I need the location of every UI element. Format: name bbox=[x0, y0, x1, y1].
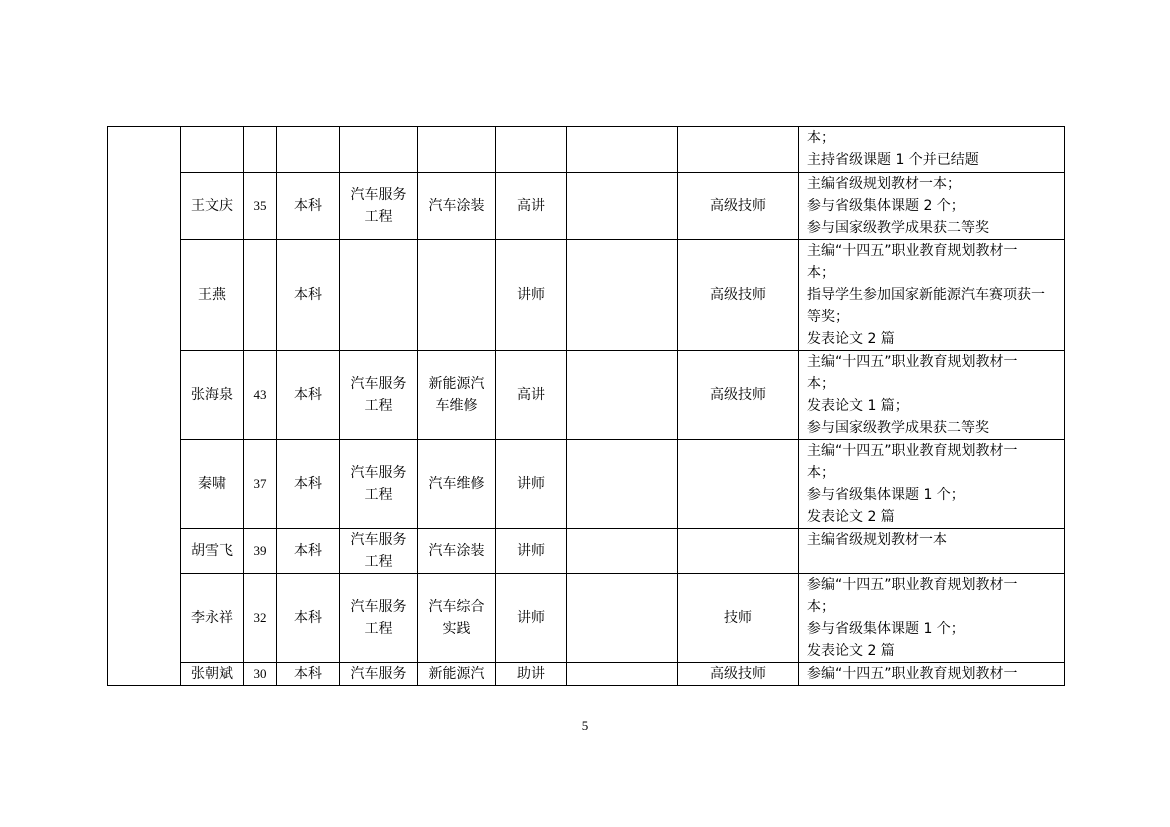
table-row bbox=[108, 440, 1065, 529]
degree-cell: 本科 bbox=[277, 240, 340, 351]
other-cell bbox=[567, 440, 678, 529]
achievement-line: 本； bbox=[807, 130, 835, 146]
teacher-name-cell: 秦啸 bbox=[181, 440, 244, 529]
other-cell bbox=[567, 351, 678, 440]
achievement-line: 参与省级集体课题 2 个； bbox=[807, 198, 965, 214]
achievements-cell bbox=[799, 529, 1065, 574]
title-cell: 助讲 bbox=[496, 663, 567, 686]
skill-cell: 高级技师 bbox=[678, 351, 799, 440]
teacher-name-cell: 李永祥 bbox=[181, 574, 244, 663]
achievements-cell bbox=[799, 173, 1065, 240]
teacher-name-cell bbox=[181, 127, 244, 173]
teacher-name-cell: 张海泉 bbox=[181, 351, 244, 440]
achievement-line: 主编省级规划教材一本； bbox=[807, 176, 961, 192]
teacher-name-cell: 张朝斌 bbox=[181, 663, 244, 686]
specialty-cell: 汽车涂装 bbox=[418, 529, 496, 574]
other-cell bbox=[567, 127, 678, 173]
major-cell: 汽车服务 工程 bbox=[340, 440, 418, 529]
achievement-line: 主编“十四五”职业教育规划教材一 bbox=[807, 354, 1018, 370]
staff-table bbox=[107, 126, 1065, 686]
age-cell: 35 bbox=[244, 173, 277, 240]
specialty-cell bbox=[418, 127, 496, 173]
degree-cell: 本科 bbox=[277, 440, 340, 529]
page-number: 5 bbox=[581, 718, 589, 733]
achievement-line: 参与省级集体课题 1 个； bbox=[807, 621, 965, 637]
major-cell: 汽车服务 工程 bbox=[340, 173, 418, 240]
achievement-line: 本； bbox=[807, 465, 835, 481]
title-cell: 讲师 bbox=[496, 240, 567, 351]
skill-cell bbox=[678, 127, 799, 173]
achievement-line: 主编“十四五”职业教育规划教材一 bbox=[807, 443, 1018, 459]
table-row bbox=[108, 574, 1065, 663]
table-row bbox=[108, 663, 1065, 686]
achievement-line: 本； bbox=[807, 265, 835, 281]
age-cell: 32 bbox=[244, 574, 277, 663]
teacher-name-cell: 王燕 bbox=[181, 240, 244, 351]
specialty-cell: 汽车维修 bbox=[418, 440, 496, 529]
specialty-cell: 汽车综合 实践 bbox=[418, 574, 496, 663]
degree-cell: 本科 bbox=[277, 529, 340, 574]
age-cell: 30 bbox=[244, 663, 277, 686]
age-cell bbox=[244, 127, 277, 173]
skill-cell: 高级技师 bbox=[678, 663, 799, 686]
age-cell: 43 bbox=[244, 351, 277, 440]
achievement-line: 参与省级集体课题 1 个； bbox=[807, 487, 965, 503]
achievements-cell bbox=[799, 440, 1065, 529]
title-cell: 高讲 bbox=[496, 351, 567, 440]
age-cell: 39 bbox=[244, 529, 277, 574]
achievement-line: 发表论文 2 篇 bbox=[807, 331, 895, 347]
teacher-name-cell: 胡雪飞 bbox=[181, 529, 244, 574]
table-row bbox=[108, 240, 1065, 351]
achievements-cell bbox=[799, 574, 1065, 663]
major-cell bbox=[340, 240, 418, 351]
title-cell bbox=[496, 127, 567, 173]
table-row bbox=[108, 173, 1065, 240]
skill-cell: 高级技师 bbox=[678, 173, 799, 240]
achievements-cell bbox=[799, 351, 1065, 440]
age-cell bbox=[244, 240, 277, 351]
table-row bbox=[108, 529, 1065, 574]
skill-cell: 技师 bbox=[678, 574, 799, 663]
degree-cell: 本科 bbox=[277, 663, 340, 686]
achievement-line: 发表论文 2 篇 bbox=[807, 509, 895, 525]
achievement-line: 参编“十四五”职业教育规划教材一 bbox=[807, 666, 1018, 682]
achievement-line: 参与国家级教学成果获二等奖 bbox=[807, 420, 989, 436]
achievements-cell bbox=[799, 127, 1065, 173]
major-cell: 汽车服务 工程 bbox=[340, 574, 418, 663]
degree-cell: 本科 bbox=[277, 351, 340, 440]
title-cell: 讲师 bbox=[496, 574, 567, 663]
achievement-line: 本； bbox=[807, 376, 835, 392]
specialty-cell bbox=[418, 240, 496, 351]
degree-cell bbox=[277, 127, 340, 173]
skill-cell bbox=[678, 529, 799, 574]
other-cell bbox=[567, 240, 678, 351]
title-cell: 高讲 bbox=[496, 173, 567, 240]
table-row bbox=[108, 127, 1065, 173]
skill-cell bbox=[678, 440, 799, 529]
achievement-line: 参与国家级教学成果获二等奖 bbox=[807, 220, 989, 236]
other-cell bbox=[567, 173, 678, 240]
other-cell bbox=[567, 663, 678, 686]
table-row bbox=[108, 351, 1065, 440]
teacher-name-cell: 王文庆 bbox=[181, 173, 244, 240]
title-cell: 讲师 bbox=[496, 529, 567, 574]
achievement-line: 本； bbox=[807, 599, 835, 615]
skill-cell: 高级技师 bbox=[678, 240, 799, 351]
category-cell bbox=[108, 127, 181, 686]
achievements-cell bbox=[799, 240, 1065, 351]
specialty-cell: 新能源汽 车维修 bbox=[418, 351, 496, 440]
specialty-cell: 新能源汽 bbox=[418, 663, 496, 686]
achievement-line: 发表论文 2 篇 bbox=[807, 643, 895, 659]
achievement-line: 指导学生参加国家新能源汽车赛项获一 bbox=[807, 287, 1045, 303]
title-cell: 讲师 bbox=[496, 440, 567, 529]
major-cell: 汽车服务 bbox=[340, 663, 418, 686]
age-cell: 37 bbox=[244, 440, 277, 529]
achievement-line: 主编“十四五”职业教育规划教材一 bbox=[807, 243, 1018, 259]
table-body bbox=[108, 127, 1065, 686]
specialty-cell: 汽车涂装 bbox=[418, 173, 496, 240]
major-cell: 汽车服务 工程 bbox=[340, 351, 418, 440]
achievement-line: 参编“十四五”职业教育规划教材一 bbox=[807, 577, 1018, 593]
degree-cell: 本科 bbox=[277, 173, 340, 240]
other-cell bbox=[567, 529, 678, 574]
achievement-line: 主编省级规划教材一本 bbox=[807, 532, 947, 548]
achievement-line: 等奖； bbox=[807, 309, 849, 325]
achievements-cell bbox=[799, 663, 1065, 686]
degree-cell: 本科 bbox=[277, 574, 340, 663]
major-cell: 汽车服务 工程 bbox=[340, 529, 418, 574]
other-cell bbox=[567, 574, 678, 663]
major-cell bbox=[340, 127, 418, 173]
achievement-line: 发表论文 1 篇； bbox=[807, 398, 909, 414]
achievement-line: 主持省级课题 1 个并已结题 bbox=[807, 152, 979, 168]
